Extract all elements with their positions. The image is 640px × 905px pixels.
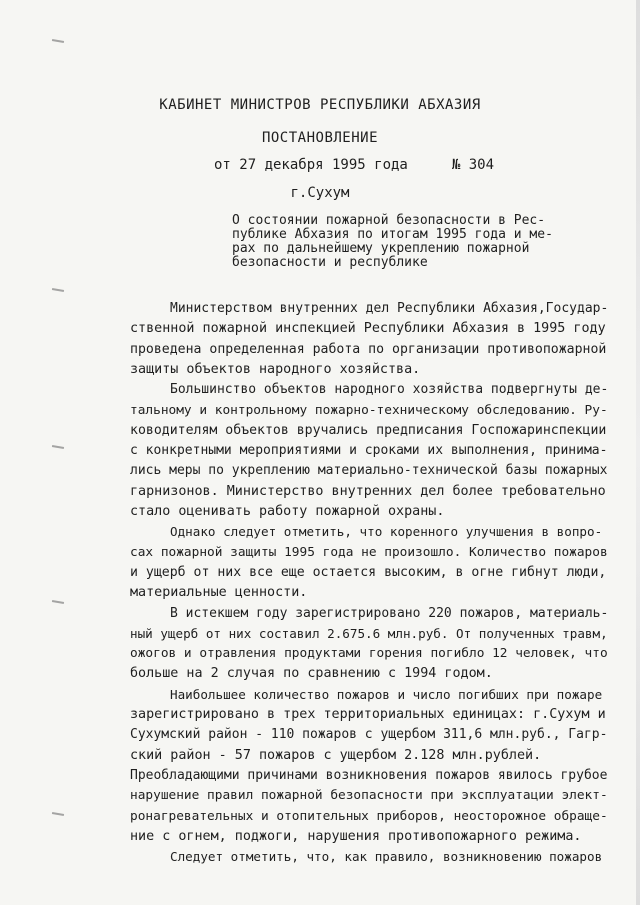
subject-line: публике Абхазия по итогам 1995 года и ме- — [232, 227, 553, 242]
body-line: зарегистрировано в трех территориальных единицах: г.Сухум и — [130, 707, 606, 722]
body-line: Сухумский район - 110 пожаров с ущербом 311,6 млн.руб., Гагр- — [130, 727, 608, 743]
body-line: Большинство объектов народного хозяйства подвергнуты де- — [170, 382, 609, 398]
body-line: ководителям объектов вручались предписания Госпожаринспекции — [130, 422, 607, 438]
body-line: ский район - 57 пожаров с ущербом 2.128 млн.рублей. — [130, 747, 542, 763]
body-line: сах пожарной защиты 1995 года не произошло. Количество пожаров — [130, 544, 608, 560]
scan-mark — [52, 811, 68, 817]
body-line: гарнизонов. Министерство внутренних дел более требовательно — [130, 483, 606, 499]
subject-line: О состоянии пожарной безопасности в Рес- — [232, 213, 546, 228]
body-line: нарушение правил пожарной безопасности при эксплуатации элект- — [130, 788, 608, 804]
doc-date: от 27 декабря 1995 года — [214, 157, 408, 173]
body-line: материальные ценности. — [130, 585, 308, 601]
subject-line: безопасности и республике — [232, 255, 428, 270]
scan-edge — [636, 0, 640, 905]
body-line: В истекшем году зарегистрировано 220 пожаров, материаль- — [170, 605, 609, 621]
body-line: больше на 2 случая по сравнению с 1994 годом. — [130, 666, 493, 682]
scan-mark — [52, 38, 68, 44]
subject-block — [232, 214, 592, 270]
body-line: стало оценивать работу пожарной охраны. — [130, 504, 445, 519]
doc-type-heading: ПОСТАНОВЛЕНИЕ — [261, 130, 379, 146]
body-line: ронагревательных и отопительных приборов, неосторожное обраще- — [130, 808, 608, 824]
body-line: Однако следует отметить, что коренного улучшения в вопро- — [170, 524, 603, 540]
body-line: ственной пожарной инспекцией Республики Абхазия в 1995 году — [130, 321, 606, 337]
body-line: лись меры по укреплению материально-технической базы пожарных — [130, 463, 608, 479]
body-line: тальному и контрольному пожарно-техническому обследованию. Ру- — [130, 402, 608, 418]
date-number-line — [214, 157, 494, 173]
body-line: ние с огнем, поджоги, нарушения противопожарного режима. — [130, 828, 582, 844]
doc-number: № 304 — [451, 157, 495, 173]
body-line: и ущерб от них все еще остается высоким, в огне гибнут люди, — [130, 564, 607, 580]
scan-mark — [52, 287, 68, 293]
cabinet-heading: КАБИНЕТ МИНИСТРОВ РЕСПУБЛИКИ АБХАЗИЯ — [159, 97, 481, 113]
body-line: Преобладающими причинами возникновения пожаров явилось грубое — [130, 767, 608, 783]
doc-city: г.Сухум — [290, 185, 350, 201]
body-line: с конкретными мероприятиями и сроками их выполнения, принима- — [130, 443, 608, 459]
scan-mark — [52, 599, 68, 605]
subject-line: рах по дальнейшему укреплению пожарной — [232, 241, 530, 256]
body-line: защиты объектов народного хозяйства. — [130, 361, 421, 377]
body-line: проведена определенная работа по организации противопожарной — [130, 341, 607, 357]
body-line: Следует отметить, что, как правило, возникновению пожаров — [170, 849, 603, 865]
body-line: Министерством внутренних дел Республики Абхазия,Государ- — [170, 301, 609, 316]
body-line: ожогов и отравления продуктами горения погибло 12 человек, что — [130, 646, 608, 662]
body-line: Наибольшее количество пожаров и число погибших при пожаре — [170, 686, 603, 702]
scan-mark — [52, 444, 68, 450]
body-line: ный ущерб от них составил 2.675.6 млн.руб. От полученных травм, — [130, 625, 608, 641]
